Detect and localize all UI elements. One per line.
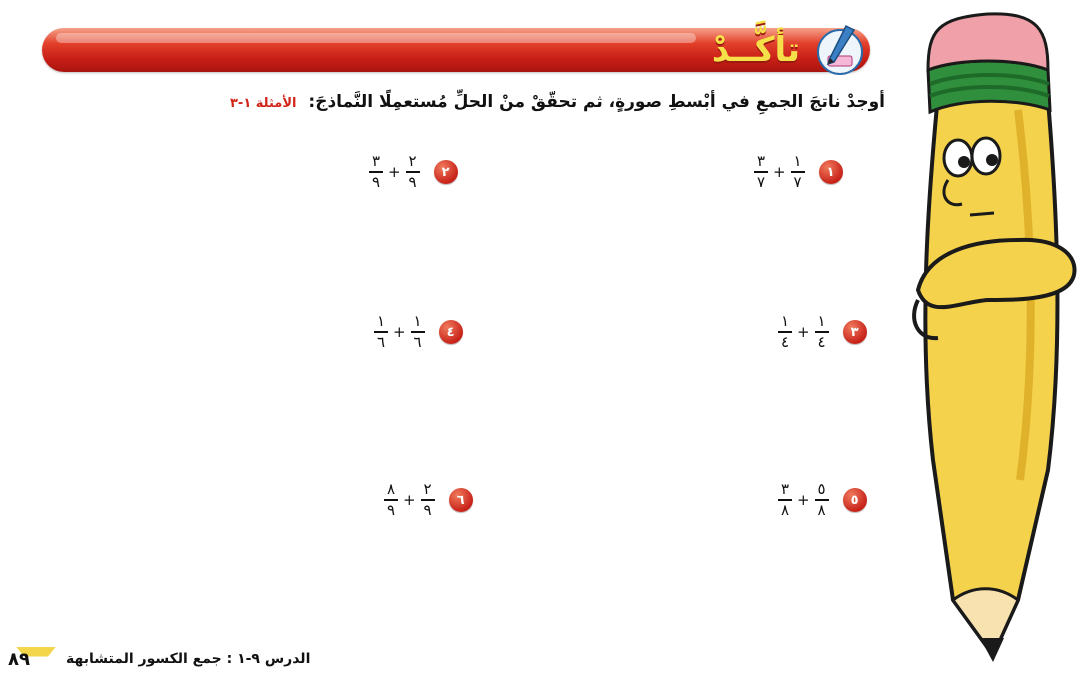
problem-4 xyxy=(374,312,463,352)
plus-sign: + xyxy=(797,491,810,509)
problem-1 xyxy=(754,152,843,192)
problem-number-badge: ٢ xyxy=(434,160,458,184)
fraction: $\frac{٣}{٨}$ xyxy=(778,482,792,518)
pencil-paper-icon xyxy=(808,18,872,82)
problem-3-expression xyxy=(778,314,829,350)
fraction: $\frac{٢}{٩}$ xyxy=(421,482,435,518)
page-number: ٨٩ xyxy=(8,649,54,670)
fraction: $\frac{١}{٧}$ xyxy=(791,154,805,190)
problem-6-expression xyxy=(384,482,435,518)
plus-sign: + xyxy=(388,163,401,181)
plus-sign: + xyxy=(773,163,786,181)
banner-shine xyxy=(56,33,696,43)
banner-title: تأكَّــدْ xyxy=(711,30,800,70)
problem-4-expression xyxy=(374,314,425,350)
fraction: $\frac{١}{٤}$ xyxy=(778,314,792,350)
instruction-text xyxy=(185,92,885,112)
pencil-mascot xyxy=(898,0,1085,678)
fraction: $\frac{٥}{٨}$ xyxy=(815,482,829,518)
problem-2-expression xyxy=(369,154,420,190)
fraction: $\frac{٣}{٧}$ xyxy=(754,154,768,190)
instruction-main: أوجدْ ناتجَ الجمعِ في أبْسطِ صورةٍ، ثم تحقّقْ منْ الحلِّ مُستعمِلًا النَّماذجَ: xyxy=(308,92,885,112)
fraction: $\frac{١}{٦}$ xyxy=(374,314,388,350)
problem-number-badge: ٦ xyxy=(449,488,473,512)
problem-number-badge: ٣ xyxy=(843,320,867,344)
problem-5 xyxy=(778,480,867,520)
problem-1-expression xyxy=(754,154,805,190)
problem-number-badge: ٤ xyxy=(439,320,463,344)
plus-sign: + xyxy=(797,323,810,341)
fraction: $\frac{١}{٤}$ xyxy=(815,314,829,350)
problem-3 xyxy=(778,312,867,352)
page-footer xyxy=(8,646,310,672)
problem-5-expression xyxy=(778,482,829,518)
plus-sign: + xyxy=(393,323,406,341)
problem-number-badge: ٥ xyxy=(843,488,867,512)
fraction: $\frac{١}{٦}$ xyxy=(411,314,425,350)
problem-6 xyxy=(384,480,473,520)
examples-reference: الأمثلة ١-٣ xyxy=(229,96,297,111)
plus-sign: + xyxy=(403,491,416,509)
fraction: $\frac{٢}{٩}$ xyxy=(406,154,420,190)
section-banner xyxy=(42,28,870,72)
fraction: $\frac{٣}{٩}$ xyxy=(369,154,383,190)
fraction: $\frac{٨}{٩}$ xyxy=(384,482,398,518)
problem-2 xyxy=(369,152,458,192)
problem-number-badge: ١ xyxy=(819,160,843,184)
lesson-title: الدرس ٩-١ : جمع الكسور المتشابهة xyxy=(66,651,311,667)
